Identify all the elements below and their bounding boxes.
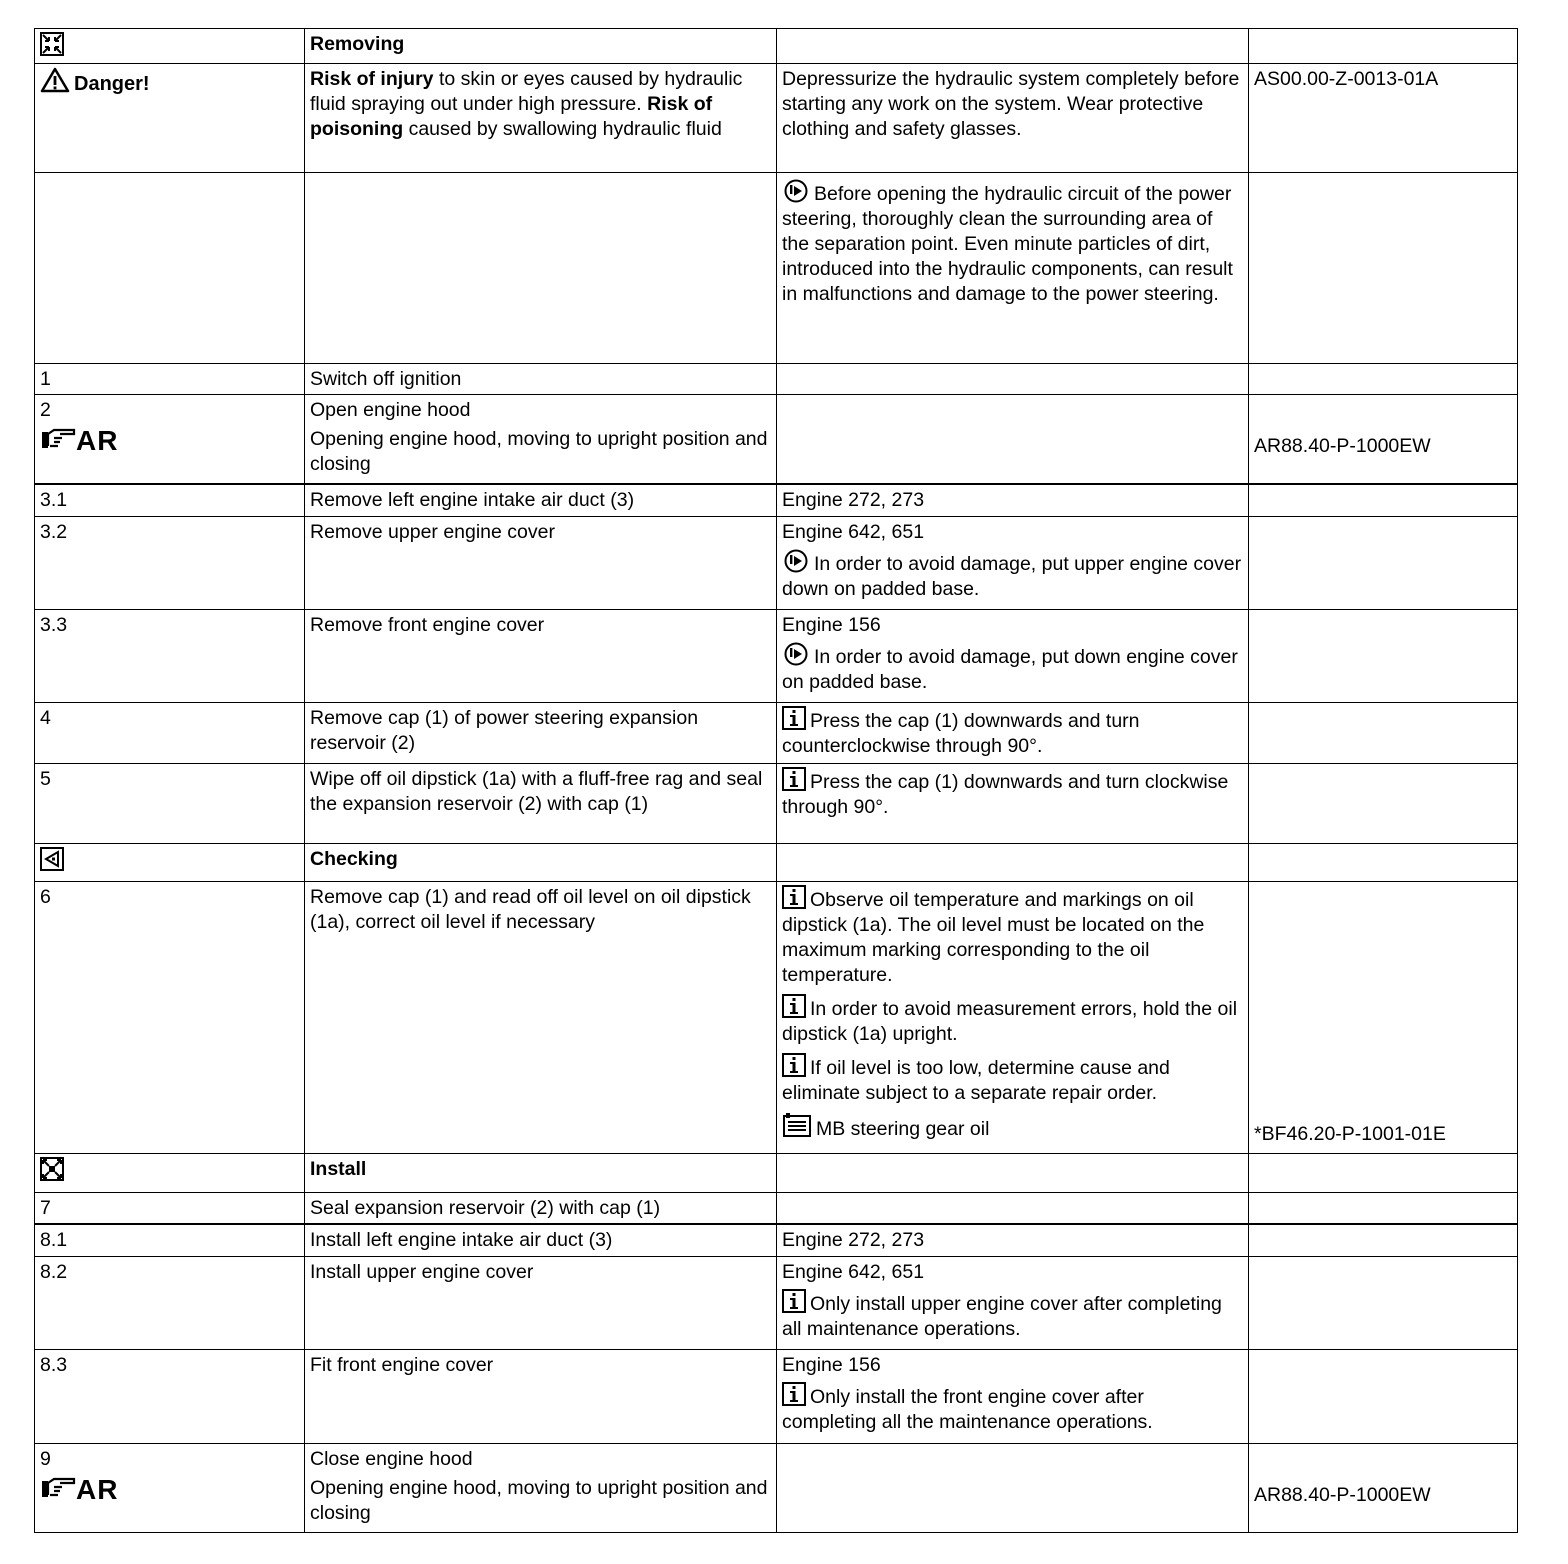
step-ref[interactable]: AR88.40-P-1000EW <box>1249 395 1518 484</box>
section-title-install: Install <box>305 1154 777 1193</box>
install-icon <box>40 1157 64 1181</box>
info-text: Press the cap (1) downwards and turn clockwise through 90°. <box>782 771 1229 818</box>
checking-icon <box>40 847 64 871</box>
info-text: In order to avoid measurement errors, hold the oil dipstick (1a) upright. <box>782 998 1238 1045</box>
step-note: Engine 642, 651 <box>782 1260 925 1283</box>
step-row-8-1 <box>35 1224 1518 1256</box>
ar-reference-marker <box>40 1475 299 1504</box>
step-action: Seal expansion reservoir (2) with cap (1) <box>305 1193 777 1225</box>
step-action: Install left engine intake air duct (3) <box>305 1224 777 1256</box>
caution-icon <box>782 179 810 203</box>
caution-icon <box>782 642 810 666</box>
caution-text: In order to avoid damage, put down engine cover on padded base. <box>782 646 1238 693</box>
step-action: Remove front engine cover <box>305 610 777 703</box>
info-icon <box>782 767 806 791</box>
danger-measure: Depressurize the hydraulic system completely before starting any work on the system. Wear protective clothing and safety glasses. <box>777 64 1249 173</box>
step-sub-action: Opening engine hood, moving to upright position and closing <box>310 428 768 475</box>
step-action: Remove left engine intake air duct (3) <box>305 484 777 517</box>
info-icon <box>782 1382 806 1406</box>
info-icon <box>782 706 806 730</box>
info-text: Only install upper engine cover after completing all maintenance operations. <box>782 1292 1222 1340</box>
caution-icon <box>782 549 810 573</box>
info-icon <box>782 994 806 1018</box>
step-row-3-2 <box>35 517 1518 610</box>
info-text: Press the cap (1) downwards and turn counterclockwise through 90°. <box>782 710 1140 757</box>
step-row-5 <box>35 764 1518 844</box>
step-number: 6 <box>35 882 305 1154</box>
info-icon <box>782 1053 806 1077</box>
danger-ref[interactable]: AS00.00-Z-0013-01A <box>1249 64 1518 173</box>
ar-label: AR <box>76 1473 119 1505</box>
danger-cell <box>35 64 305 173</box>
step-action: Switch off ignition <box>305 364 777 395</box>
step-row-8-2 <box>35 1256 1518 1349</box>
step-number: 7 <box>35 1193 305 1225</box>
danger-row <box>35 64 1518 173</box>
danger-risk-text: Risk of injury to skin or eyes caused by hydraulic fluid spraying out under high pressure. Risk of poisoning caused by swallowing hydraulic fluid <box>305 64 777 173</box>
step-ref[interactable]: *BF46.20-P-1001-01E <box>1249 882 1518 1154</box>
caution-general-cell <box>777 173 1249 364</box>
section-title-removing: Removing <box>305 29 777 64</box>
warning-triangle-icon <box>40 67 70 93</box>
procedure-table <box>34 28 1518 1533</box>
step-row-9 <box>35 1443 1518 1532</box>
step-action: Fit front engine cover <box>305 1349 777 1443</box>
step-note: Engine 156 <box>782 1353 881 1376</box>
info-text: If oil level is too low, determine cause and eliminate subject to a separate repair order. <box>782 1057 1170 1104</box>
step-number: 8.1 <box>35 1224 305 1256</box>
step-note: Engine 272, 273 <box>777 484 1249 517</box>
step-note: Engine 156 <box>782 614 881 636</box>
pointing-hand-icon <box>40 426 76 452</box>
fluid-container-icon <box>782 1112 812 1138</box>
caution-general-text: Before opening the hydraulic circuit of the power steering, thoroughly clean the surrounding area of the separation point. Even minute particles of dirt, introduced into the hydraulic components, can result in malfunctions and damage to the power steering. <box>782 183 1233 305</box>
info-text: Only install the front engine cover after completing all the maintenance operations. <box>782 1385 1153 1433</box>
step-note: Engine 272, 273 <box>777 1224 1249 1256</box>
step-action: Remove upper engine cover <box>305 517 777 610</box>
section-row-removing <box>35 29 1518 64</box>
danger-label: Danger! <box>74 73 150 95</box>
step-number: 9 <box>40 1447 51 1470</box>
step-number: 8.3 <box>35 1349 305 1443</box>
section-row-install <box>35 1154 1518 1193</box>
step-ref[interactable]: AR88.40-P-1000EW <box>1249 1443 1518 1532</box>
step-action: Wipe off oil dipstick (1a) with a fluff-free rag and seal the expansion reservoir (2) with cap (1) <box>305 764 777 844</box>
step-row-8-3 <box>35 1349 1518 1443</box>
section-title-checking: Checking <box>305 844 777 882</box>
caution-text: In order to avoid damage, put upper engine cover down on padded base. <box>782 553 1242 600</box>
ar-reference-marker <box>40 426 299 455</box>
step-sub-action: Opening engine hood, moving to upright position and closing <box>310 1476 768 1524</box>
step-number: 2 <box>40 399 51 421</box>
info-icon <box>782 885 806 909</box>
step-row-3-3 <box>35 610 1518 703</box>
section-row-checking <box>35 844 1518 882</box>
info-text: Observe oil temperature and markings on oil dipstick (1a). The oil level must be located on the maximum marking corresponding to the oil temperature. <box>782 889 1205 986</box>
step-action: Open engine hood <box>310 399 471 421</box>
step-action: Close engine hood <box>310 1447 473 1470</box>
step-row-4 <box>35 703 1518 764</box>
step-note: Engine 642, 651 <box>782 521 925 543</box>
step-action: Remove cap (1) and read off oil level on oil dipstick (1a), correct oil level if necessary <box>305 882 777 1154</box>
info-icon <box>782 1289 806 1313</box>
ar-label: AR <box>76 425 119 456</box>
step-number: 5 <box>35 764 305 844</box>
step-row-2 <box>35 395 1518 484</box>
step-row-1 <box>35 364 1518 395</box>
step-number: 3.2 <box>35 517 305 610</box>
step-number: 4 <box>35 703 305 764</box>
removal-icon <box>40 32 64 56</box>
pointing-hand-icon <box>40 1475 76 1501</box>
removal-symbol-cell <box>35 29 305 64</box>
caution-row <box>35 173 1518 364</box>
step-row-7 <box>35 1193 1518 1225</box>
step-number: 3.1 <box>35 484 305 517</box>
step-row-3-1 <box>35 484 1518 517</box>
step-number: 1 <box>35 364 305 395</box>
step-action: Remove cap (1) of power steering expansion reservoir (2) <box>305 703 777 764</box>
step-number: 3.3 <box>35 610 305 703</box>
step-row-6 <box>35 882 1518 1154</box>
step-number: 8.2 <box>35 1256 305 1349</box>
step-action: Install upper engine cover <box>305 1256 777 1349</box>
fluid-text: MB steering gear oil <box>816 1118 990 1140</box>
